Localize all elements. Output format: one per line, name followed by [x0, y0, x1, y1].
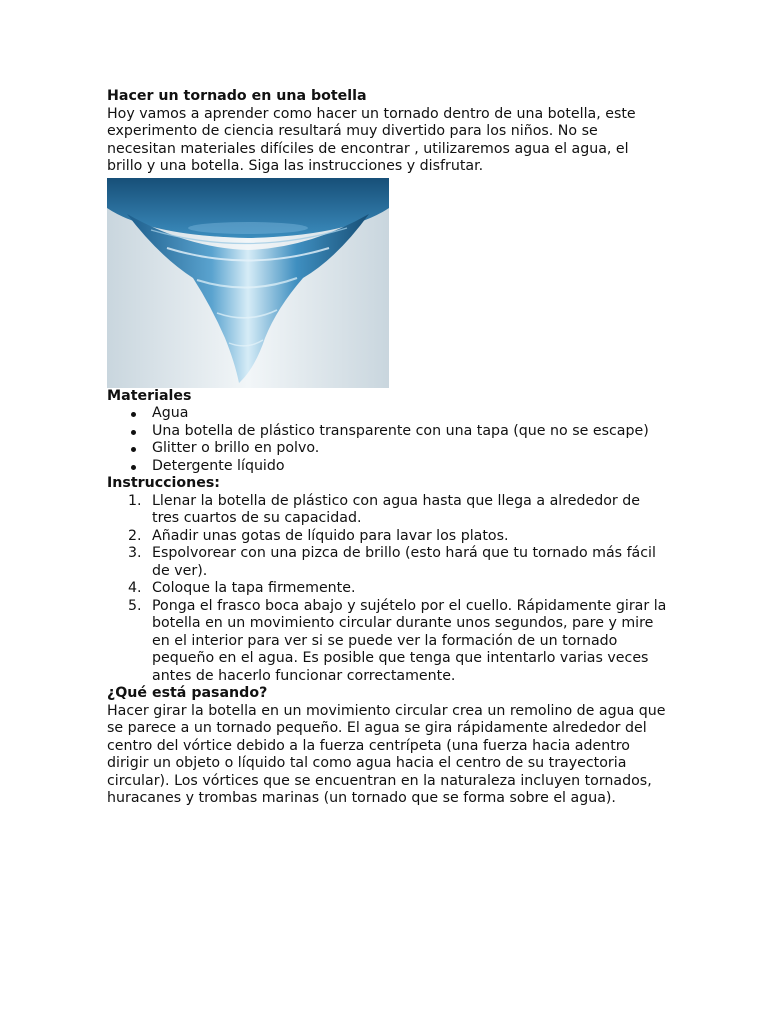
step-number: 3.	[128, 545, 142, 561]
materials-heading: Materiales	[107, 387, 192, 404]
step-text: Llenar la botella de plástico con agua hasta que llega a alrededor de tres cuartos de su capacidad.	[152, 492, 640, 526]
materials-list	[107, 405, 667, 475]
materials-item: Glitter o brillo en polvo.	[152, 440, 667, 458]
instruction-step	[128, 597, 667, 686]
materials-item: Una botella de plástico transparente con una tapa (que no se escape)	[152, 423, 667, 441]
intro-paragraph: Hoy vamos a aprender como hacer un tornado dentro de una botella, este experimento de ciencia resultará muy divertido para los niños. No se necesitan materiales difíciles de encontrar , utilizaremos agua el agua, el brillo y una botella. Siga las instrucciones y disfrutar.	[107, 105, 636, 174]
step-text: Coloque la tapa firmemente.	[152, 580, 356, 596]
step-number: 2.	[128, 527, 142, 544]
step-text: Ponga el frasco boca abajo y sujételo por el cuello. Rápidamente girar la botella en un movimiento circular durante unos segundos, pare y mire en el interior para ver si se puede ver la formación de un tornado pequeño en el agua. Es posible que tenga que intentarlo varias veces antes de hacerlo funcionar correctamente.	[152, 597, 667, 684]
instruction-step	[128, 527, 667, 546]
instruction-step	[128, 545, 667, 580]
step-text: Añadir unas gotas de líquido para lavar los platos.	[152, 527, 509, 544]
explanation-paragraph: Hacer girar la botella en un movimiento circular crea un remolino de agua que se parece a un tornado pequeño. El agua se gira rápidamente alrededor del centro del vórtice debido a la fuerza centrípeta (una fuerza hacia adentro dirigir un objeto o líquido tal como agua hacia el centro de su trayectoria circular). Los vórtices que se encuentran en la naturaleza incluyen tornados, huracanes y trombas marinas (un tornado que se forma sobre el agua).	[107, 702, 666, 806]
instruction-step	[128, 492, 667, 528]
document-content	[107, 88, 667, 808]
step-text: Espolvorear con una pizca de brillo (esto hará que tu tornado más fácil de ver).	[152, 545, 656, 579]
explanation-heading: ¿Qué está pasando?	[107, 685, 268, 701]
materials-item: Detergente líquido	[152, 458, 667, 476]
document-title: Hacer un tornado en una botella	[107, 88, 367, 104]
step-number: 5.	[128, 597, 142, 614]
step-number: 4.	[128, 580, 142, 596]
instructions-heading: Instrucciones:	[107, 475, 220, 491]
instruction-step	[128, 580, 667, 598]
tornado-image	[107, 178, 389, 388]
step-number: 1.	[128, 492, 142, 509]
materials-item: Agua	[152, 405, 667, 423]
instructions-list	[107, 493, 667, 686]
